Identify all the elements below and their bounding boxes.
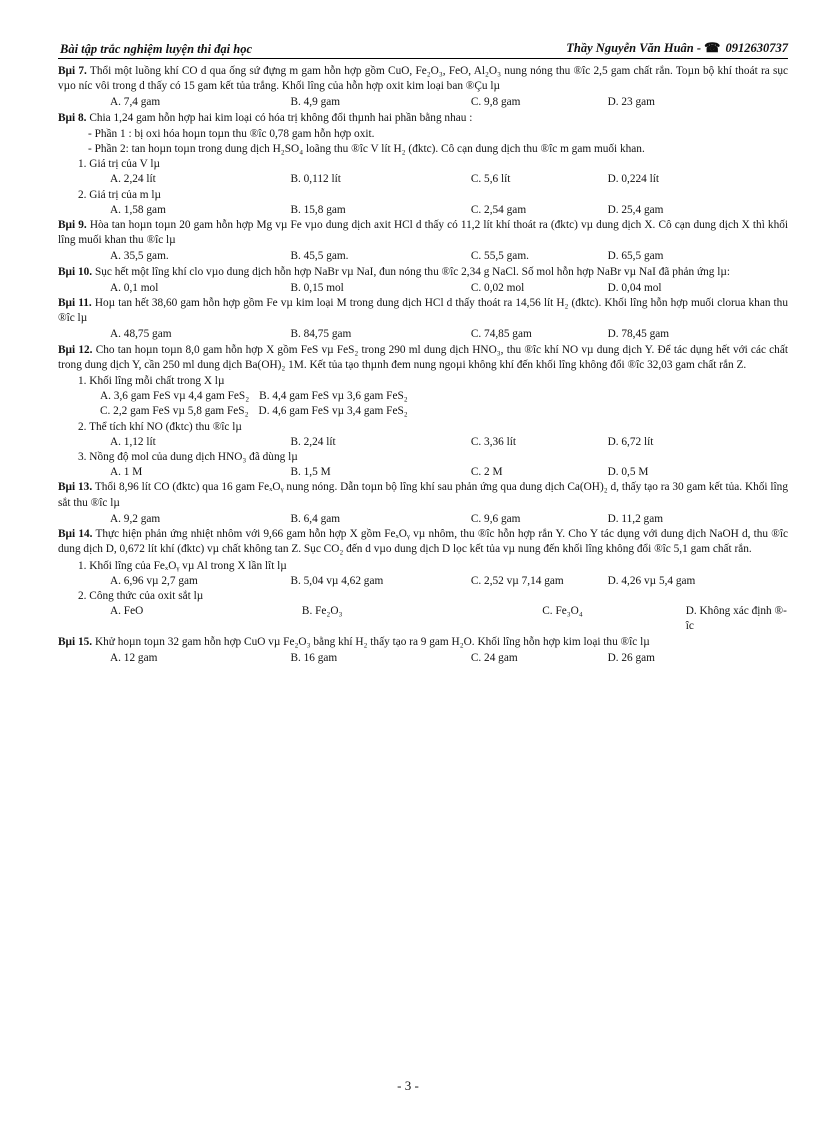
sub-question-3: 3. Nồng độ mol của dung dịch HNO₃ đã dùng lµ [78, 451, 298, 464]
header-author [566, 40, 788, 56]
question-label: Bµi 15. [58, 635, 93, 648]
option-b[interactable]: B. 84,75 gam [290, 328, 352, 341]
sub-question-2: 2. Giá trị của m lµ [78, 188, 162, 201]
option-b[interactable]: B. 4,9 gam [290, 96, 341, 109]
option-b[interactable]: B. Fe₂O₃ [301, 605, 343, 618]
answer-options [58, 389, 788, 404]
answer-options [58, 327, 788, 342]
answer-options [58, 281, 788, 296]
question-label: Bµi 11. [58, 297, 92, 310]
option-b[interactable]: B. 2,24 lít [290, 435, 336, 448]
option-c[interactable]: C. 0,02 mol [470, 281, 525, 294]
question-list [58, 64, 788, 666]
option-a[interactable]: A. 2,24 lít [110, 173, 156, 186]
sub-question-2: 2. Công thức của oxit sắt lµ [78, 589, 204, 602]
option-b[interactable]: B. 1,5 M [290, 466, 331, 479]
question-text: Hòa tan hoµn toµn 20 gam hỗn hợp Mg vµ Fe vµo dung dịch axit HCl d thấy có 11,2 lít khí thoát ra (đktc) vµ dung dịch X. Cô cạn dung dịch X thì khối lîng muối khan thu ®îc lµ [58, 219, 789, 247]
option-b[interactable]: B. 0,15 mol [290, 281, 344, 294]
header-title: Bài tập trắc nghiệm luyện thi đại học [60, 42, 253, 56]
option-c[interactable]: C. 3,36 lít [470, 435, 517, 448]
question-text: Chia 1,24 gam hỗn hợp hai kim loại có hóa trị không đổi thµnh hai phần bằng nhau : [89, 111, 473, 124]
question-text: Hoµ tan hết 38,60 gam hỗn hợp gồm Fe vµ kim loại M trong dung dịch HCl d thấy thoát ra 14,56 lít H₂ (đktc). Khối lîng hỗn hợp muối clorua khan thu ®îc lµ [58, 297, 788, 325]
option-c[interactable]: C. 2,54 gam [470, 203, 527, 216]
header-phone: 0912630737 [725, 41, 788, 55]
option-c[interactable]: C. Fe₃O₄ [542, 605, 583, 618]
option-b[interactable]: B. 0,112 lít [290, 173, 341, 186]
option-d[interactable]: D. 25,4 gam [607, 203, 664, 216]
sub-question-1: 1. Khối lîng của FeₓOᵧ vµ Al trong X lần lît lµ [78, 559, 287, 572]
option-c[interactable]: C. 74,85 gam [470, 328, 532, 341]
question-13 [58, 480, 788, 510]
option-b[interactable]: B. 6,4 gam [290, 512, 341, 525]
option-a[interactable]: A. FeO [110, 605, 144, 618]
question-9 [58, 218, 788, 248]
option-a[interactable]: A. 1 M [110, 466, 143, 479]
option-b[interactable]: B. 5,04 vµ 4,62 gam [290, 574, 384, 587]
question-11 [58, 296, 788, 326]
option-c[interactable]: C. 2,52 vµ 7,14 gam [470, 574, 564, 587]
question-label: Bµi 10. [58, 265, 93, 278]
header-author-name: Thầy Nguyễn Văn Huân - [566, 41, 702, 55]
answer-options [58, 95, 788, 110]
answer-options [58, 574, 788, 589]
option-b[interactable]: B. 45,5 gam. [290, 250, 349, 263]
answer-options [58, 651, 788, 666]
telephone-icon: ☎ [704, 40, 721, 55]
answer-options [58, 465, 788, 480]
option-d[interactable]: D. 23 gam [607, 96, 655, 109]
question-text: Thực hiện phản ứng nhiệt nhôm với 9,66 gam hỗn hợp X gồm FeₓOᵧ vµ nhôm, thu ®îc hỗn hợp rắn Y. Cho Y tác dụng với dung dịch NaOH d, thu ®îc dung dịch D, 0,672 lít khí (đktc) vµ chất không tan Z. Sục CO₂ đến d vµo dung dịch D lọc kết tủa vµ nung đến khối lîng không đổi ®îc 5,1 gam chất rắn. [58, 528, 788, 556]
option-c[interactable]: C. 55,5 gam. [470, 250, 529, 263]
answer-options [58, 404, 788, 419]
question-label: Bµi 9. [58, 219, 87, 232]
answer-options [58, 435, 788, 450]
question-8 [58, 111, 788, 126]
option-d[interactable]: D. Không xác định ®îc [685, 605, 787, 633]
sub-question-1: 1. Khối lîng mỗi chất trong X lµ [78, 375, 225, 388]
option-b[interactable]: B. 15,8 gam [290, 203, 346, 216]
question-10 [58, 265, 788, 280]
question-label: Bµi 8. [58, 111, 87, 124]
option-d[interactable]: D. 6,72 lít [607, 435, 654, 448]
option-d[interactable]: D. 26 gam [607, 651, 655, 664]
answer-options [58, 512, 788, 527]
sub-question-1: 1. Giá trị của V lµ [78, 158, 161, 171]
option-b[interactable]: B. 16 gam [290, 651, 338, 664]
option-c[interactable]: C. 2,2 gam FeS vµ 5,8 gam FeS₂ [100, 405, 249, 418]
option-d[interactable]: D. 4,26 vµ 5,4 gam [607, 574, 696, 587]
sub-question-2: 2. Thể tích khí NO (đktc) thu ®îc lµ [78, 420, 242, 433]
part-2: - Phần 2: tan hoµn toµn trong dung dịch H₂SO₄ loãng thu ®îc V lít H₂ (đktc). Cô cạn dung dịch thu ®îc m gam muối khan. [88, 143, 645, 156]
page-header [58, 40, 788, 59]
question-15 [58, 635, 788, 650]
option-d[interactable]: D. 4,6 gam FeS vµ 3,4 gam FeS₂ [258, 405, 408, 418]
option-d[interactable]: D. 0,5 M [607, 466, 649, 479]
option-c[interactable]: C. 9,6 gam [470, 512, 521, 525]
answer-options [58, 604, 788, 634]
answer-options [58, 203, 788, 218]
page-number: - 3 - [397, 1078, 419, 1093]
question-text: Sục hết một lîng khí clo vµo dung dịch hỗn hợp NaBr vµ NaI, đun nóng thu ®îc 2,34 g NaCl. Số mol hỗn hợp NaBr vµ NaI đã phản ứng lµ: [94, 265, 731, 278]
option-d[interactable]: D. 0,224 lít [607, 173, 660, 186]
option-c[interactable]: C. 9,8 gam [470, 96, 521, 109]
question-label: Bµi 14. [58, 528, 93, 541]
option-c[interactable]: C. 24 gam [470, 651, 518, 664]
option-a[interactable]: A. 3,6 gam FeS vµ 4,4 gam FeS₂ [100, 390, 250, 403]
option-a[interactable]: A. 1,12 lít [110, 435, 156, 448]
option-b[interactable]: B. 4,4 gam FeS vµ 3,6 gam FeS₂ [259, 390, 408, 403]
question-text: Cho tan hoµn toµn 8,0 gam hỗn hợp X gồm FeS vµ FeS₂ trong 290 ml dung dịch HNO₃, thu ®îc khí NO vµ dung dịch Y. Để tác dụng hết với các chất trong dung dịch Y, cần 250 ml dung dịch Ba(OH)₂ 1M. Kết tủa tạo thµnh đem nung ngoµi không khí đến khối lîng không đổi ®îc 32,03 gam chất rắn Z. [58, 343, 788, 371]
option-d[interactable]: D. 11,2 gam [607, 512, 663, 525]
question-12 [58, 343, 788, 373]
part-1: - Phần 1 : bị oxi hóa hoµn toµn thu ®îc 0,78 gam hỗn hợp oxit. [88, 127, 375, 140]
question-label: Bµi 12. [58, 343, 93, 356]
option-d[interactable]: D. 65,5 gam [607, 250, 664, 263]
question-7 [58, 64, 788, 94]
option-a[interactable]: A. 35,5 gam. [110, 250, 169, 263]
option-a[interactable]: A. 7,4 gam [110, 96, 161, 109]
option-c[interactable]: C. 5,6 lít [470, 173, 511, 186]
answer-options [58, 249, 788, 264]
option-a[interactable]: A. 1,58 gam [110, 203, 166, 216]
answer-options [58, 172, 788, 187]
option-a[interactable]: A. 12 gam [110, 651, 158, 664]
question-text: Thổi một luồng khí CO d qua ống sứ đựng m gam hỗn hợp gồm CuO, Fe₂O₃, FeO, Al₂O₃ nung nóng thu ®îc 2,5 gam chất rắn. Toµn bộ khí thoát ra sục vµo níc vôi trong d thấy có 15 gam kết tủa trắng. Khối lîng của hỗn hợp oxit kim loại ban ®Çu lµ [58, 65, 789, 93]
option-d[interactable]: D. 78,45 gam [607, 328, 670, 341]
option-d[interactable]: D. 0,04 mol [607, 281, 662, 294]
question-text: Khử hoµn toµn 32 gam hỗn hợp CuO vµ Fe₂O₃ bằng khí H₂ thấy tạo ra 9 gam H₂O. Khối lîng hỗn hợp kim loại thu ®îc lµ [94, 635, 650, 648]
question-label: Bµi 13. [58, 481, 93, 494]
option-a[interactable]: A. 6,96 vµ 2,7 gam [110, 574, 198, 587]
option-c[interactable]: C. 2 M [470, 466, 503, 479]
question-label: Bµi 7. [58, 65, 87, 77]
question-text: Thổi 8,96 lít CO (đktc) qua 16 gam FeₓOᵧ nung nóng. Dẫn toµn bộ lîng khí sau phản ứng qua dung dịch Ca(OH)₂ d, thấy tạo ra 30 gam kết tủa. Khối lîng sắt thu ®îc lµ [58, 481, 788, 509]
option-a[interactable]: A. 9,2 gam [110, 512, 161, 525]
option-a[interactable]: A. 48,75 gam [110, 328, 172, 341]
option-a[interactable]: A. 0,1 mol [110, 281, 159, 294]
question-14 [58, 527, 788, 557]
